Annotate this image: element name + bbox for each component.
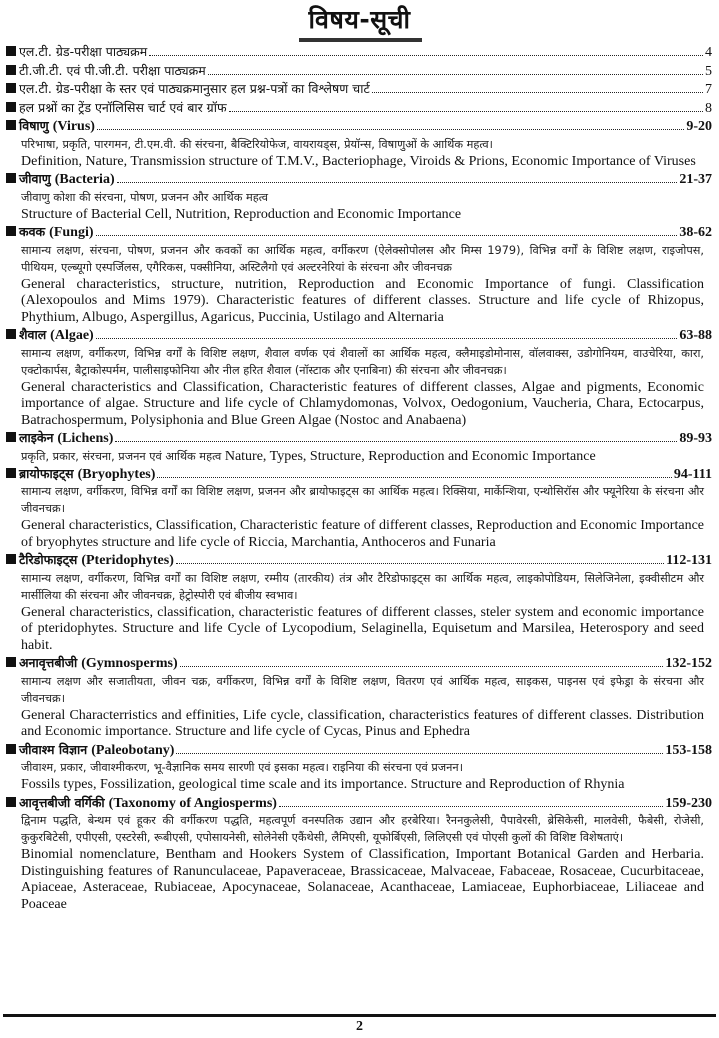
entry-pages: 132-152 (665, 656, 712, 671)
description-english: Structure of Bacterial Cell, Nutrition, Reproduction and Economic Importance (21, 206, 462, 222)
description-english: General Characterristics and effinities, Life cycle, classification, characteristics features of different classes. Distribution and Economic importance. Structure and life cycle of Cycas, Pinus and Ephedra (21, 707, 704, 739)
entry-title-english: (Gymnosperms) (81, 656, 178, 671)
square-bullet-icon (6, 329, 16, 339)
square-bullet-icon (6, 46, 16, 56)
square-bullet-icon (6, 120, 16, 130)
toc-entry-bacteria[interactable] (6, 170, 712, 189)
dot-leader (208, 74, 703, 75)
dot-leader (229, 111, 703, 112)
entry-title: टी.जी.टी. एवं पी.जी.टी. परीक्षा पाठ्यक्रम (19, 62, 206, 78)
entry-title-hindi: अनावृत्तबीजी (19, 655, 78, 670)
dot-leader (180, 666, 664, 667)
entry-description (6, 189, 712, 224)
description-hindi: प्रकृति, प्रकार, संरचना, प्रजनन एवं आर्थिक महत्व (21, 449, 222, 463)
entry-description (6, 759, 712, 794)
description-hindi: सामान्य लक्षण, वर्गीकरण, विभिन्न वर्गों का विशिष्ट लक्षण, रम्मीय (तारकीय) तंत्र और टैरिडोफाइट्स का आर्थिक महत्व, लाइकोपोडियम, सिलेजिनेला, इक्वीसीटम और मार्सीलिया की संरचना और जीवनचक्र, हेट्रोस्पोरी एवं बीजीय स्वभाव। (21, 571, 704, 602)
entry-title-english: (Virus) (52, 119, 95, 134)
page-number: 2 (356, 1019, 363, 1034)
entry-pages: 8 (705, 100, 712, 116)
entry-pages: 159-230 (665, 795, 712, 811)
square-bullet-icon (6, 83, 16, 93)
dot-leader (176, 753, 663, 754)
description-english: General characteristics, Classification, Characteristic feature of different classes, Reproduction and Economic Importance of bryophytes structure and life cycle of Riccia, Marchantia, Anthoceros and Funaria (21, 518, 704, 550)
entry-title-english: (Taxonomy of Angiosperms) (108, 795, 277, 811)
dot-leader (115, 441, 677, 442)
entry-description (6, 570, 712, 655)
entry-title-hindi: जीवाणु (19, 171, 51, 186)
entry-pages: 5 (705, 63, 712, 79)
dot-leader (96, 235, 678, 236)
description-english: Definition, Nature, Transmission structure of T.M.V., Bacteriophage, Viroids & Prions, Economic Importance of Viruses (21, 153, 696, 169)
square-bullet-icon (6, 226, 16, 236)
dot-leader (97, 129, 684, 130)
description-hindi: सामान्य लक्षण और सजातीयता, जीवन चक्र, वर्गीकरण, विभिन्न वर्गों के विशिष्ट लक्षण, वितरण एवं आर्थिक महत्व, साइकस, पाइनस एवं इफेड्रा के संरचना और जीवनचक्र। (21, 674, 704, 705)
dot-leader (149, 55, 703, 56)
entry-title-hindi: शैवाल (19, 327, 47, 342)
square-bullet-icon (6, 554, 16, 564)
description-hindi: सामान्य लक्षण, वर्गीकरण, विभिन्न वर्गों के विशिष्ट लक्षण, शैवाल वर्णक एवं शैवालों का आर्थिक महत्व, क्लैमाइडोमोनास, वॉलवाक्स, उडोगोनियम, वाउचेरिया, कारा, एक्टोकार्पस, बैट्राकोस्पर्मम, पालीसाइफोनिया और नील हरित शैवाल (नॉस्टाक और एनाबिना) की संरचना और जीवनचक्र। (21, 346, 704, 377)
entry-pages: 38-62 (679, 225, 712, 240)
entry-title-hindi: आवृत्तबीजी वर्गिकी (19, 794, 105, 810)
entry-description (6, 448, 712, 465)
entry-description (6, 812, 712, 913)
entry-pages: 94-111 (673, 466, 712, 482)
dot-leader (117, 182, 678, 183)
footer-divider (3, 1014, 716, 1017)
entry-description (6, 483, 712, 551)
entry-title: एल.टी. ग्रेड-परीक्षा पाठ्यक्रम (19, 44, 148, 59)
dot-leader (372, 92, 703, 93)
description-english: Nature, Types, Structure, Reproduction and Economic Importance (224, 448, 596, 464)
toc-entry-analysis-chart[interactable] (6, 80, 712, 99)
entry-title-hindi: लाइकेन (19, 430, 54, 445)
entry-title-english: (Lichens) (57, 431, 114, 446)
entry-description (6, 673, 712, 741)
description-english: General characteristics, classification, characteristic features of different classes, steler system and economic importance of pteridophytes. Structure and life Cycle of Lycopodium, Selaginella, Equisetum and Marsilea, Heterospory and seed habit. (21, 604, 704, 653)
square-bullet-icon (6, 65, 16, 75)
square-bullet-icon (6, 797, 16, 807)
entry-description (6, 136, 712, 171)
entry-title-hindi: जीवाश्म विज्ञान (19, 741, 88, 757)
toc-entry-gymnosperms[interactable] (6, 654, 712, 673)
entry-pages: 4 (705, 45, 712, 60)
square-bullet-icon (6, 173, 16, 183)
title-underline (299, 38, 422, 42)
description-hindi: सामान्य लक्षण, संरचना, पोषण, प्रजनन और कवकों का आर्थिक महत्व, वर्गीकरण (ऐलेक्सोपोलस और मिम्स 1979), विभिन्न वर्गों के विशिष्ट लक्षण, राइजोपस, पीथियम, एल्ब्यूगो एस्पर्जिलस, एगैरिकस, पक्सीनिया, अस्टिलैगो एवं अल्टरनेरियां के संरचना और जीवनचक्र (21, 243, 704, 274)
entry-title-english: (Pteridophytes) (81, 553, 174, 568)
entry-title-hindi: विषाणु (19, 118, 49, 133)
description-hindi: सामान्य लक्षण, वर्गीकरण, विभिन्न वर्गों का विशिष्ट लक्षण, प्रजनन और ब्रायोफाइट्स का आर्थिक महत्व। रिक्सिया, मार्केन्शिया, एन्थोसिरॉस और फ्यूनेरिया के संरचना और जीवनचक्र। (21, 485, 704, 515)
toc-entry-algae[interactable] (6, 326, 712, 345)
entry-title-english: (Paleobotany) (91, 742, 175, 758)
entry-title-hindi: कवक (19, 224, 46, 239)
description-hindi: जीवाणु कोशा की संरचना, पोषण, प्रजनन और आर्थिक महत्व (21, 190, 268, 204)
entry-title: एल.टी. ग्रेड-परीक्षा के स्तर एवं पाठ्यक्रमानुसार हल प्रश्न-पत्रों का विश्लेषण चार्ट (19, 81, 370, 96)
toc-entry-paleobotany[interactable] (6, 741, 712, 760)
entry-title-english: (Bacteria) (54, 172, 115, 187)
toc-entry-fungi[interactable] (6, 223, 712, 242)
page-title: विषय-सूची (308, 5, 411, 34)
description-inline (21, 448, 704, 465)
description-hindi: द्विनाम पद्धति, बेन्थम एवं हूकर की वर्गीकरण पद्धति, महत्वपूर्ण वनस्पतिक उद्यान और हरबेरिया। रैननकुलेसी, पैपावेरसी, ब्रेसिकेसी, मालवेसी, फैबेसी, रोजेसी, कुकुरबिटेसी, एपीएसी, एस्टरेसी, रूबीएसी, एपोसायनेसी, सोलेनेसी एकैंथेसी, लैमिएसी, यूफोर्बिएसी, लिलिएसी एवं पोएसी कुलों की विशिष्ट विशेषताएं। (21, 814, 704, 844)
toc-entry-lt-grade-syllabus[interactable] (6, 43, 712, 62)
entry-title-english: (Bryophytes) (77, 466, 156, 482)
toc-entry-taxonomy-angiosperms[interactable] (6, 794, 712, 813)
description-english: General characteristics and Classification, Characteristic features of different classes, Algae and pigments, Economic importance of algae. Structure and life cycle of Chlamydomonas, Volvox, Oedogonium, Vaucheria, Chara, Ectocarpus, Batrachospermum, Polysiphonia and Blue Green Algae (Nostoc and Anabaena) (21, 379, 704, 428)
entry-title-english: (Algae) (50, 328, 94, 343)
entry-pages: 9-20 (686, 119, 712, 134)
toc-entry-bryophytes[interactable] (6, 465, 712, 484)
table-of-contents (6, 43, 712, 913)
square-bullet-icon (6, 744, 16, 754)
description-english: Binomial nomenclature, Bentham and Hookers System of Classification, Important Botanical Garden and Herbaria. Distinguishing features of Ranunculaceae, Papaveraceae, Brassicaceae, Malvaceae, Fabaceae, Rosaceae, Cucurbitaceae, Apiaceae, Asteraceae, Rubiaceae, Apocynaceae, Solanaceae, Acanthaceae, Lamiaceae, Euphorbiaceae, Liliaceae and Poaceae (21, 847, 704, 912)
description-english: Fossils types, Fossilization, geological time scale and its importance. Structure and Reproduction of Rhynia (21, 777, 625, 792)
dot-leader (279, 806, 663, 807)
entry-pages: 63-88 (679, 328, 712, 343)
entry-title-english: (Fungi) (49, 225, 94, 240)
square-bullet-icon (6, 657, 16, 667)
entry-description (6, 345, 712, 430)
square-bullet-icon (6, 432, 16, 442)
toc-entry-lichens[interactable] (6, 429, 712, 448)
description-english: General characteristics, structure, nutrition, Reproduction and Economic Importance of fungi. Classification (Alexopoulos and Mims 1979). Characteristic features of different classes. Structure and life cycle of Rhizopus, Phythium, Albugo, Aspergillus, Agaricus, Puccinia, Ustilago and Alternaria (21, 276, 704, 325)
toc-entry-tgt-pgt-syllabus[interactable] (6, 62, 712, 81)
toc-entry-virus[interactable] (6, 117, 712, 136)
square-bullet-icon (6, 102, 16, 112)
entry-pages: 7 (705, 82, 712, 97)
entry-description (6, 242, 712, 327)
entry-pages: 89-93 (679, 431, 712, 446)
dot-leader (96, 338, 678, 339)
description-hindi: परिभाषा, प्रकृति, पारगमन, टी.एम.वी. की संरचना, बैक्टिरियोफेज, वायरायड्स, प्रेयॉन्स, विषाणुओं के आर्थिक महत्व। (21, 137, 493, 151)
dot-leader (176, 563, 664, 564)
entry-title-hindi: टैरिडोफाइट्स (19, 552, 78, 567)
description-hindi: जीवाश्म, प्रकार, जीवाश्मीकरण, भू-वैज्ञानिक समय सारणी एवं इसका महत्व। राइनिया की संरचना एवं प्रजनन। (21, 761, 463, 774)
entry-pages: 153-158 (665, 742, 712, 758)
dot-leader (157, 477, 671, 478)
toc-entry-pteridophytes[interactable] (6, 551, 712, 570)
entry-pages: 112-131 (666, 553, 712, 568)
toc-entry-trend-analysis[interactable] (6, 99, 712, 118)
square-bullet-icon (6, 468, 16, 478)
entry-title-hindi: ब्रायोफाइट्स (19, 465, 74, 481)
entry-pages: 21-37 (679, 172, 712, 187)
entry-title: हल प्रश्नों का ट्रेंड एनॉलिसिस चार्ट एवं बार ग्रॉफ (19, 99, 227, 115)
